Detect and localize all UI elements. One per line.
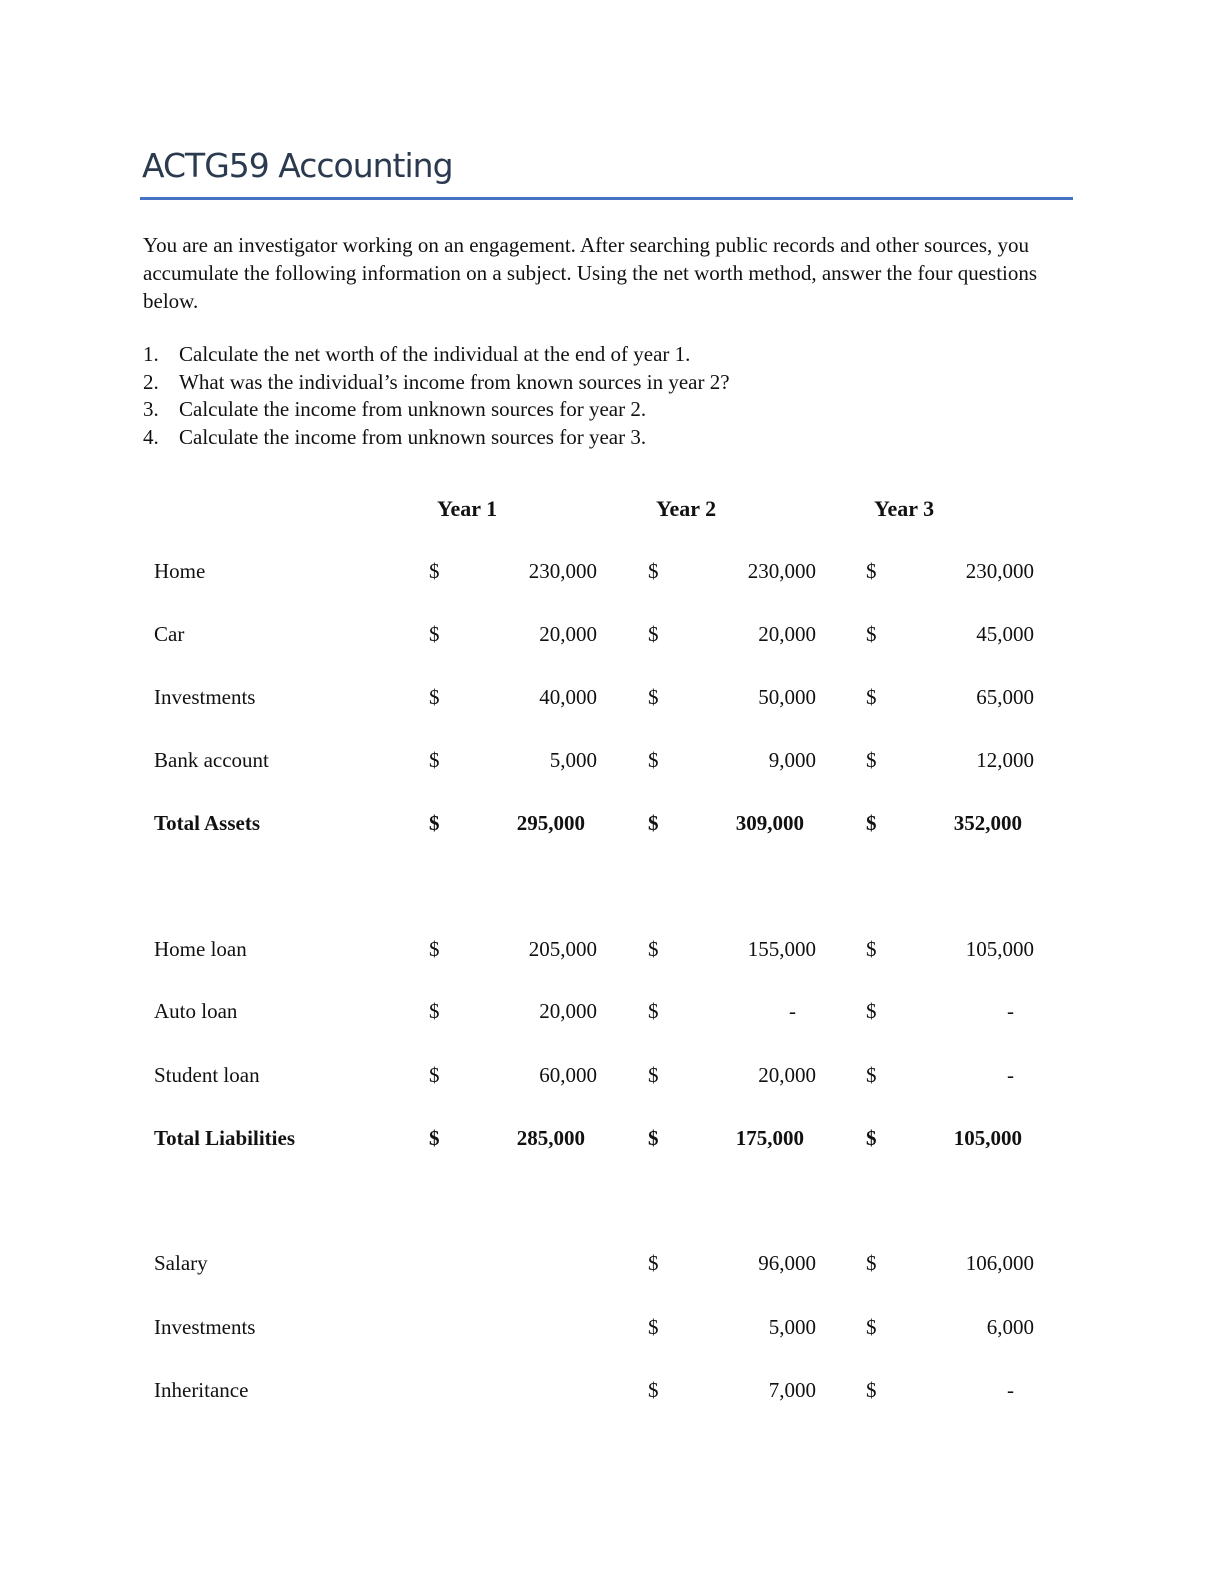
table-row: Student loan $ 60,000 $ 20,000 $ - bbox=[154, 1063, 1014, 1087]
intro-paragraph: You are an investigator working on an engagement. After searching public records and other sources, you accumulate the following information on a subject. Using the net worth method, answer the four questions below. bbox=[143, 233, 1038, 313]
table-row: Investments $ 5,000 $ 6,000 bbox=[154, 1315, 1034, 1339]
column-header-year-2: Year 2 bbox=[656, 496, 717, 521]
table-row: Auto loan $ 20,000 $ - $ - bbox=[154, 999, 1014, 1023]
question-item: 4. Calculate the income from unknown sources for year 3. bbox=[143, 424, 647, 449]
table-row: Home loan $ 205,000 $ 155,000 $ 105,000 bbox=[154, 937, 1034, 961]
table-row: Investments $ 40,000 $ 50,000 $ 65,000 bbox=[154, 685, 1034, 709]
question-list bbox=[143, 341, 730, 451]
title-divider bbox=[140, 197, 1073, 200]
table-row: Home $ 230,000 $ 230,000 $ 230,000 bbox=[154, 559, 1034, 583]
column-header-year-1: Year 1 bbox=[437, 496, 498, 521]
table-row: Bank account $ 5,000 $ 9,000 $ 12,000 bbox=[154, 748, 1034, 772]
table-row: Salary $ 96,000 $ 106,000 bbox=[154, 1251, 1034, 1275]
total-liabilities-row: Total Liabilities $ 285,000 $ 175,000 $ 105,000 bbox=[154, 1126, 1022, 1150]
column-header-year-3: Year 3 bbox=[874, 496, 935, 521]
table-row: Inheritance $ 7,000 $ - bbox=[154, 1378, 1014, 1402]
question-item: 1. Calculate the net worth of the individual at the end of year 1. bbox=[143, 342, 691, 366]
question-item: 3. Calculate the income from unknown sources for year 2. bbox=[143, 397, 647, 421]
table-row: Car $ 20,000 $ 20,000 $ 45,000 bbox=[154, 622, 1034, 646]
question-item: 2. What was the individual’s income from known sources in year 2? bbox=[143, 369, 730, 394]
total-assets-row: Total Assets $ 295,000 $ 309,000 $ 352,000 bbox=[154, 811, 1022, 835]
page-title: ACTG59 Accounting bbox=[142, 146, 453, 185]
